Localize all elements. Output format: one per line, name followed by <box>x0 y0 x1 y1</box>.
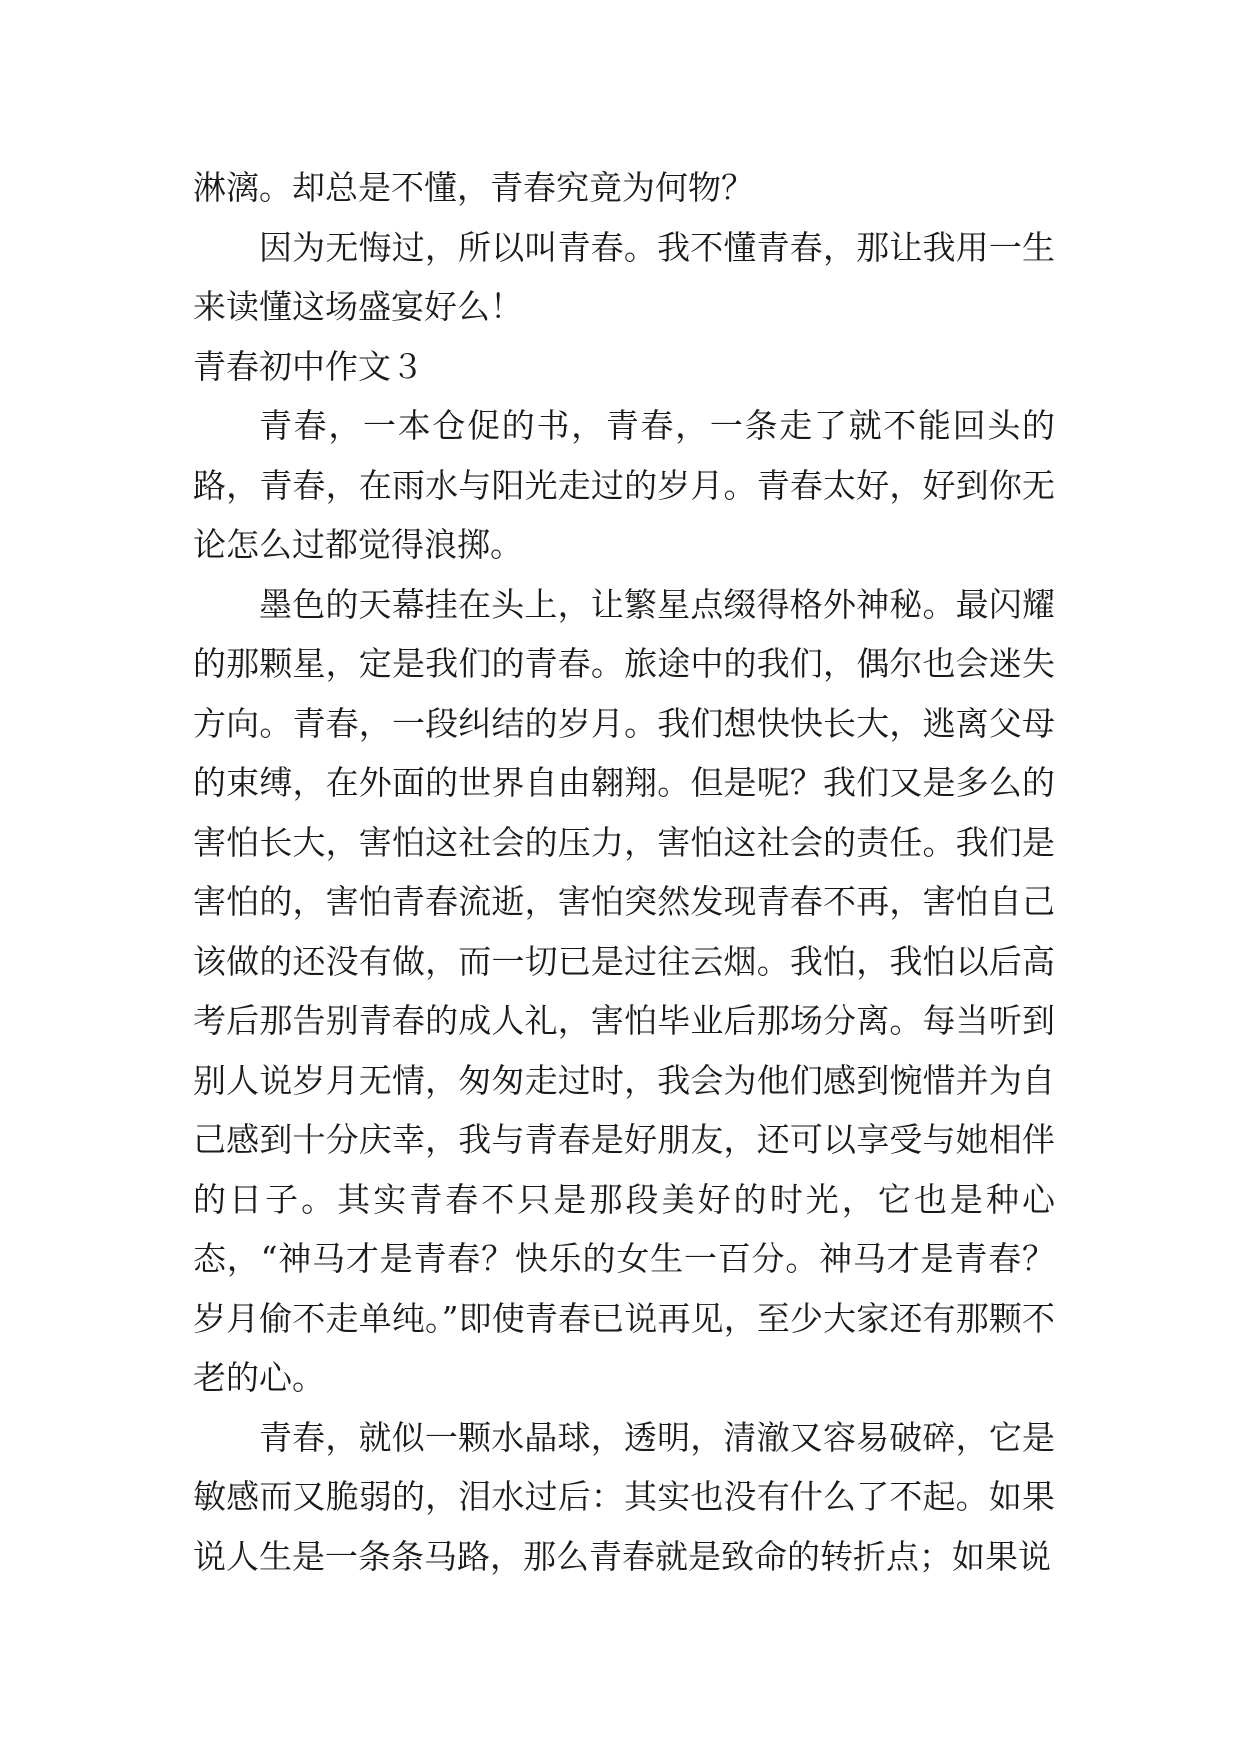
document-body <box>193 158 1055 1586</box>
paragraph: 青春，就似一颗水晶球，透明，清澈又容易破碎，它是敏感而又脆弱的，泪水过后：其实也没有什么了不起。如果说人生是一条条马路，那么青春就是致命的转折点；如果说 <box>193 1417 1055 1576</box>
continued-paragraph: 淋漓。却总是不懂，青春究竟为何物？ <box>193 168 754 207</box>
paragraph: 墨色的天幕挂在头上，让繁星点缀得格外神秘。最闪耀的那颗星，定是我们的青春。旅途中的我们，偶尔也会迷失方向。青春，一段纠结的岁月。我们想快快长大，逃离父母的束缚，在外面的世界自由翱翔。但是呢？我们又是多么的害怕长大，害怕这社会的压力，害怕这社会的责任。我们是害怕的，害怕青春流逝，害怕突然发现青春不再，害怕自己该做的还没有做，而一切已是过往云烟。我怕，我怕以后高考后那告别青春的成人礼，害怕毕业后那场分离。每当听到别人说岁月无情，匆匆走过时，我会为他们感到惋惜并为自己感到十分庆幸，我与青春是好朋友，还可以享受与她相伴的日子。其实青春不只是那段美好的时光，它也是种心态，“神马才是青春？快乐的女生一百分。神马才是青春？岁月偷不走单纯。”即使青春已说再见，至少大家还有那颗不老的心。 <box>193 584 1055 1397</box>
paragraph: 青春，一本仓促的书，青春，一条走了就不能回头的路，青春，在雨水与阳光走过的岁月。青春太好，好到你无论怎么过都觉得浪掷。 <box>193 406 1055 564</box>
section-title: 青春初中作文３ <box>193 346 424 386</box>
paragraph: 因为无悔过，所以叫青春。我不懂青春，那让我用一生来读懂这场盛宴好么！ <box>193 227 1055 326</box>
